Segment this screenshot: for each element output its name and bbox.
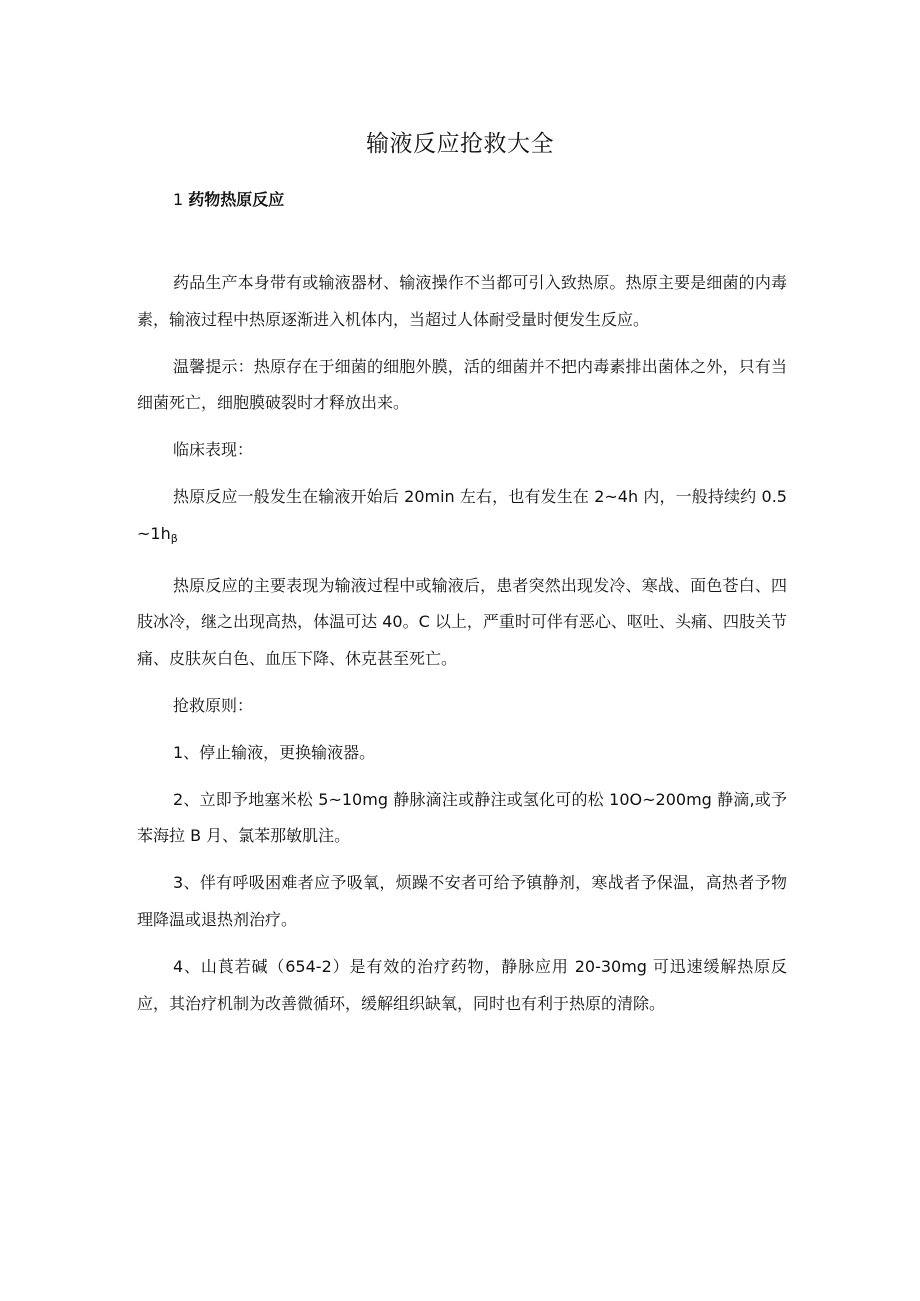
section-heading bbox=[173, 186, 284, 214]
paragraph-text: 热原反应一般发生在输液开始后 20min 左右，也有发生在 2~4h 内，一般持续约 0.5~1h bbox=[137, 486, 787, 543]
subscript-mark: β bbox=[170, 531, 178, 545]
document-body bbox=[137, 265, 787, 1032]
paragraph bbox=[137, 479, 787, 558]
list-item: 2、立即予地塞米松 5~10mg 静脉滴注或静注或氢化可的松 10O~200mg 静滴,或予苯海拉 B 月、氯苯那敏肌注。 bbox=[137, 789, 787, 846]
paragraph: 热原反应的主要表现为输液过程中或输液后，患者突然出现发冷、寒战、面色苍白、四肢冰冷，继之出现高热，体温可达 40。C 以上，严重时可伴有恶心、呕吐、头痛、四肢关节痛、皮肤灰白色、血压下降、休克甚至死亡。 bbox=[137, 575, 787, 669]
section-heading-text: 药物热原反应 bbox=[188, 190, 285, 209]
list-item: 4、山莨若碱（654-2）是有效的治疗药物，静脉应用 20-30mg 可迅速缓解热原反应，其治疗机制为改善微循环，缓解组织缺氧，同时也有利于热原的清除。 bbox=[137, 956, 787, 1013]
document-title: 输液反应抢救大全 bbox=[366, 131, 554, 157]
list-item: 1、停止输液，更换输液器。 bbox=[173, 742, 376, 762]
paragraph-label-rescue: 抢救原则： bbox=[173, 695, 254, 715]
paragraph: 温馨提示：热原存在于细菌的细胞外膜，活的细菌并不把内毒素排出菌体之外，只有当细菌死亡，细胞膜破裂时才释放出来。 bbox=[137, 356, 787, 413]
section-number: 1 bbox=[173, 190, 184, 209]
paragraph: 药品生产本身带有或输液器材、输液操作不当都可引入致热原。热原主要是细菌的内毒素，输液过程中热原逐渐进入机体内，当超过人体耐受量时便发生反应。 bbox=[137, 273, 787, 329]
list-item: 3、伴有呼吸困难者应予吸氧，烦躁不安者可给予镇静剂，寒战者予保温，高热者予物理降温或退热剂治疗。 bbox=[137, 873, 787, 929]
paragraph-label-clinical: 临床表现： bbox=[173, 440, 254, 460]
